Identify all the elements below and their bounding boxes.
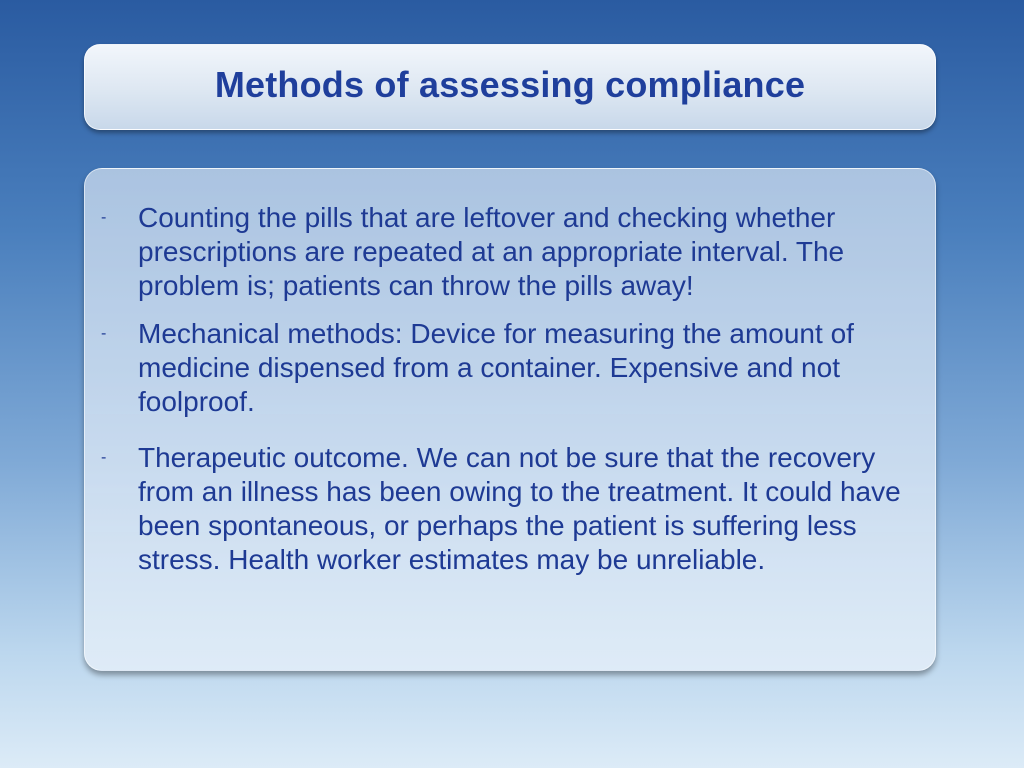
bullet-text: Mechanical methods: Device for measuring the amount of medicine dispensed from a container. Expensive and not foolproof. (138, 318, 854, 417)
bullet-item-pill-count (85, 201, 935, 303)
title-panel (84, 44, 936, 130)
content-panel (84, 168, 936, 671)
bullet-item-mechanical-methods (85, 317, 935, 419)
bullet-text: Therapeutic outcome. We can not be sure that the recovery from an illness has been owing to the treatment. It could have been spontaneous, or perhaps the patient is suffering less stress. Health worker estimates may be unreliable. (138, 442, 901, 575)
bullet-marker: - (101, 209, 107, 226)
bullet-text: Counting the pills that are leftover and checking whether prescriptions are repeated at an appropriate interval. The problem is; patients can throw the pills away! (138, 202, 845, 301)
bullet-marker: - (101, 449, 107, 466)
bullet-item-therapeutic-outcome (85, 441, 935, 577)
bullet-list (85, 201, 935, 577)
slide-title: Methods of assessing compliance (214, 64, 806, 105)
bullet-marker: - (101, 325, 107, 342)
